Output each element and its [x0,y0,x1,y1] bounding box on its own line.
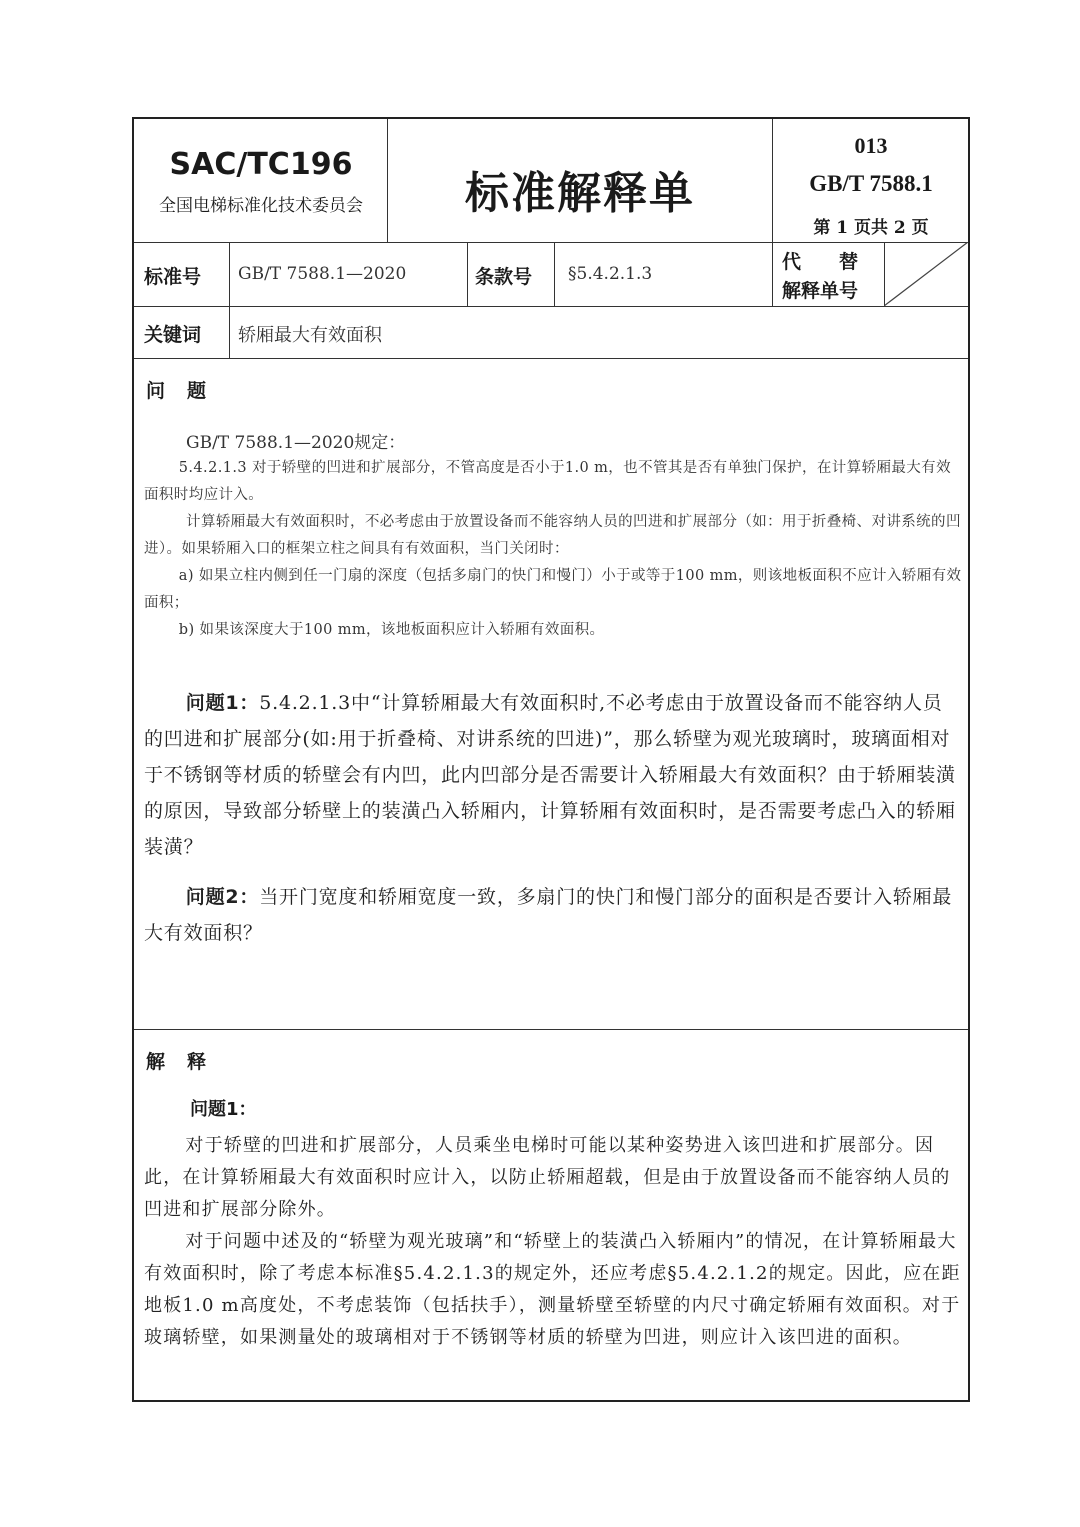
document-title: 标准解释单 [465,168,695,219]
divider [134,242,968,243]
divider [134,358,968,359]
interpretation-form [132,117,970,1402]
standard-label: 标准号 [144,266,202,288]
answer-heading: 解释 [146,1051,229,1073]
divider [467,242,468,306]
keyword-value: 轿厢最大有效面积 [238,325,382,346]
question-1-label: 问题1： [185,692,260,714]
page-info: 第 1 页共 2 页 [813,218,929,238]
replace-label: 解释单号 [782,280,859,302]
standard-quote [144,455,962,644]
question-2-label: 问题2： [185,886,260,908]
quote-paragraph: 计算轿厢最大有效面积时，不必考虑由于放置设备而不能容纳人员的凹进和扩展部分（如：用于折叠椅、对讲系统的凹进）。如果轿厢入口的框架立柱之间具有有效面积，当门关闭时： [144,514,961,557]
answer-paragraph: 对于轿壁的凹进和扩展部分，人员乘坐电梯时可能以某种姿势进入该凹进和扩展部分。因此，在计算轿厢最大有效面积时应计入，以防止轿厢超载，但是由于放置设备而不能容纳人员的凹进和扩展部分除外。 [144,1135,951,1220]
standard-value: GB/T 7588.1—2020 [238,264,407,284]
question-1 [144,685,962,865]
divider [554,242,555,306]
question-heading: 问题 [146,380,229,402]
question-2 [144,879,962,951]
org-code: SAC/TC196 [169,147,353,182]
question-1-text: 5.4.2.1.3中“计算轿厢最大有效面积时,不必考虑由于放置设备而不能容纳人员的凹进和扩展部分(如:用于折叠椅、对讲系统的凹进)”，那么轿壁为观光玻璃时，玻璃面相对于不锈钢等材质的轿壁会有内凹，此内凹部分是否需要计入轿厢最大有效面积？由于轿厢装潢的原因，导致部分轿壁上的装潢凸入轿厢内，计算轿厢有效面积时，是否需要考虑凸入的轿厢装潢？ [144,692,956,858]
replace-label: 代 替 [782,251,859,273]
question-body [144,685,962,951]
answer-body [144,1130,962,1354]
empty-cell-slash [884,242,968,306]
answer-paragraph: 对于问题中述及的“轿壁为观光玻璃”和“轿壁上的装潢凸入轿厢内”的情况，在计算轿厢最大有效面积时，除了考虑本标准§5.4.2.1.3的规定外，还应考虑§5.4.2.1.2的规定。因此，应在距地板1.0 m高度处，不考虑装饰（包括扶手），测量轿壁至轿壁的内尺寸确定轿厢有效面积。对于玻璃轿壁，如果测量处的玻璃相对于不锈钢等材质的轿壁为凹进，则应计入该凹进的面积。 [144,1231,961,1348]
clause-label: 条款号 [475,266,533,288]
quote-paragraph: a) 如果立柱内侧到任一门扇的深度（包括多扇门的快门和慢门）小于或等于100 mm，则该地板面积不应计入轿厢有效面积； [144,568,962,611]
org-name: 全国电梯标准化技术委员会 [159,196,363,216]
quote-paragraph: b) 如果该深度大于100 mm，该地板面积应计入轿厢有效面积。 [178,622,605,638]
document-number: 013 [854,133,888,158]
question-2-text: 当开门宽度和轿厢宽度一致，多扇门的快门和慢门部分的面积是否要计入轿厢最大有效面积？ [144,886,953,944]
divider [134,1029,968,1030]
clause-value: §5.4.2.1.3 [568,264,653,284]
divider [229,242,230,358]
keyword-label: 关键词 [144,324,202,346]
quote-paragraph: 5.4.2.1.3 对于轿壁的凹进和扩展部分，不管高度是否小于1.0 m，也不管其是否有单独门保护，在计算轿厢最大有效面积时均应计入。 [144,460,951,503]
answer-sub: 问题1： [190,1099,257,1120]
standard-number: GB/T 7588.1 [809,171,933,196]
divider [134,306,968,307]
question-intro: GB/T 7588.1—2020规定： [186,433,406,453]
